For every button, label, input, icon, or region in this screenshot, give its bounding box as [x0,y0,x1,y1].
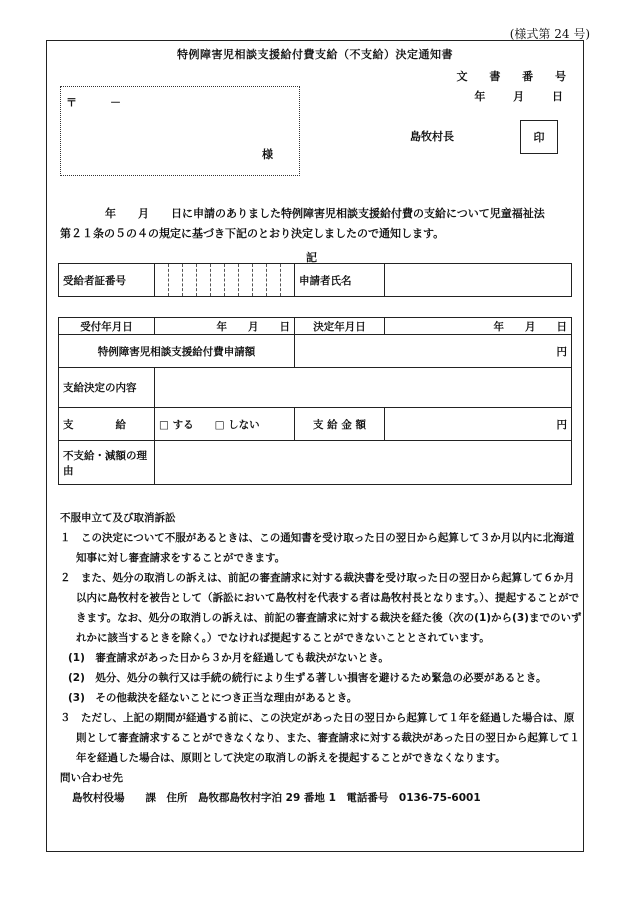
notes-heading: 不服申立て及び取消訴訟 [60,512,176,524]
decision-date-value: 年 月 日 [385,318,572,335]
form-number: (様式第 24 号) [509,27,590,41]
requested-amount-label: 特例障害児相談支援給付費申請額 [59,335,295,368]
contact-heading: 問い合わせ先 [60,772,123,784]
received-date-label: 受付年月日 [59,318,155,335]
payment-amount-label: 支 給 金 額 [295,408,385,441]
notice-body-line2: 第２１条の５の４の規定に基づき下記のとおり決定しましたので通知します。 [60,227,445,240]
applicant-name-label: 申請者氏名 [295,264,385,297]
recipient-table [58,263,572,297]
notice-body-line1: 年 月 日に申請のありました特例障害児相談支援給付費の支給について児童福祉法 [105,207,545,220]
reason-value [155,441,572,485]
document-title: 特例障害児相談支援給付費支給（不支給）決定通知書 [177,48,453,61]
payment-options: □ する □ しない [155,408,295,441]
seal-box: 印 [520,120,558,154]
applicant-name-value [385,264,572,297]
contact-line: 島牧村役場 課 住所 島牧郡島牧村字泊 29 番地 1 電話番号 0136-75-6001 [72,792,481,804]
notes-item-3: ３ ただし、上記の期間が経過する前に、この決定があった日の翌日から起算して１年を経過した場合は、原則として審査請求することができなくなり、また、審査請求に対する裁決があった日の翌日から起算して１年を経過した場合は、原則として決定の取消しの訴えを提起することができなくなります。 [60,712,580,764]
payment-label: 支 給 [59,408,155,441]
recipient-id-cells [155,264,295,297]
requested-amount-value: 円 [295,335,572,368]
decision-date-label: 決定年月日 [295,318,385,335]
payment-amount-value: 円 [385,408,572,441]
notes-sub-1: (1) 審査請求があった日から３か月を経過しても裁決がないとき。 [68,652,389,664]
recipient-honorific: 様 [262,148,273,161]
decision-content-value [155,368,572,408]
notes-sub-3: (3) その他裁決を経ないことにつき正当な理由があるとき。 [68,692,358,704]
document-date-label: 年 月 日 [474,90,575,103]
notice-body [60,204,580,244]
issuer-name: 島牧村長 [410,130,454,143]
decision-content-label: 支給決定の内容 [59,368,155,408]
notes-sub-2: (2) 処分、処分の執行又は手続の続行により生ずる著しい損害を避けるため緊急の必要があるとき。 [68,672,547,684]
recipient-id-label: 受給者証番号 [59,264,155,297]
notes-item-1: １ この決定について不服があるときは、この通知書を受け取った日の翌日から起算して３か月以内に北海道知事に対し審査請求をすることができます。 [60,532,575,564]
postal-code-mark: 〒 － [66,96,121,109]
document-number-label: 文 書 番 号 [456,70,575,83]
received-date-value: 年 月 日 [155,318,295,335]
ki-mark: 記 [306,251,317,264]
appeal-notes [60,508,584,808]
reason-label: 不支給・減額の理由 [59,441,155,485]
notes-item-2: ２ また、処分の取消しの訴えは、前記の審査請求に対する裁決書を受け取った日の翌日から起算して６か月以内に島牧村を被告として（訴訟において島牧村を代表する者は島牧村長となります。）、提起することができます。なお、処分の取消しの訴えは、前記の審査請求に対する裁決を経た後（次の(1)から(3)までのいずれかに該当するときを除く。）でなければ提起することができないこととされています。 [60,572,582,644]
decision-table [58,317,572,485]
